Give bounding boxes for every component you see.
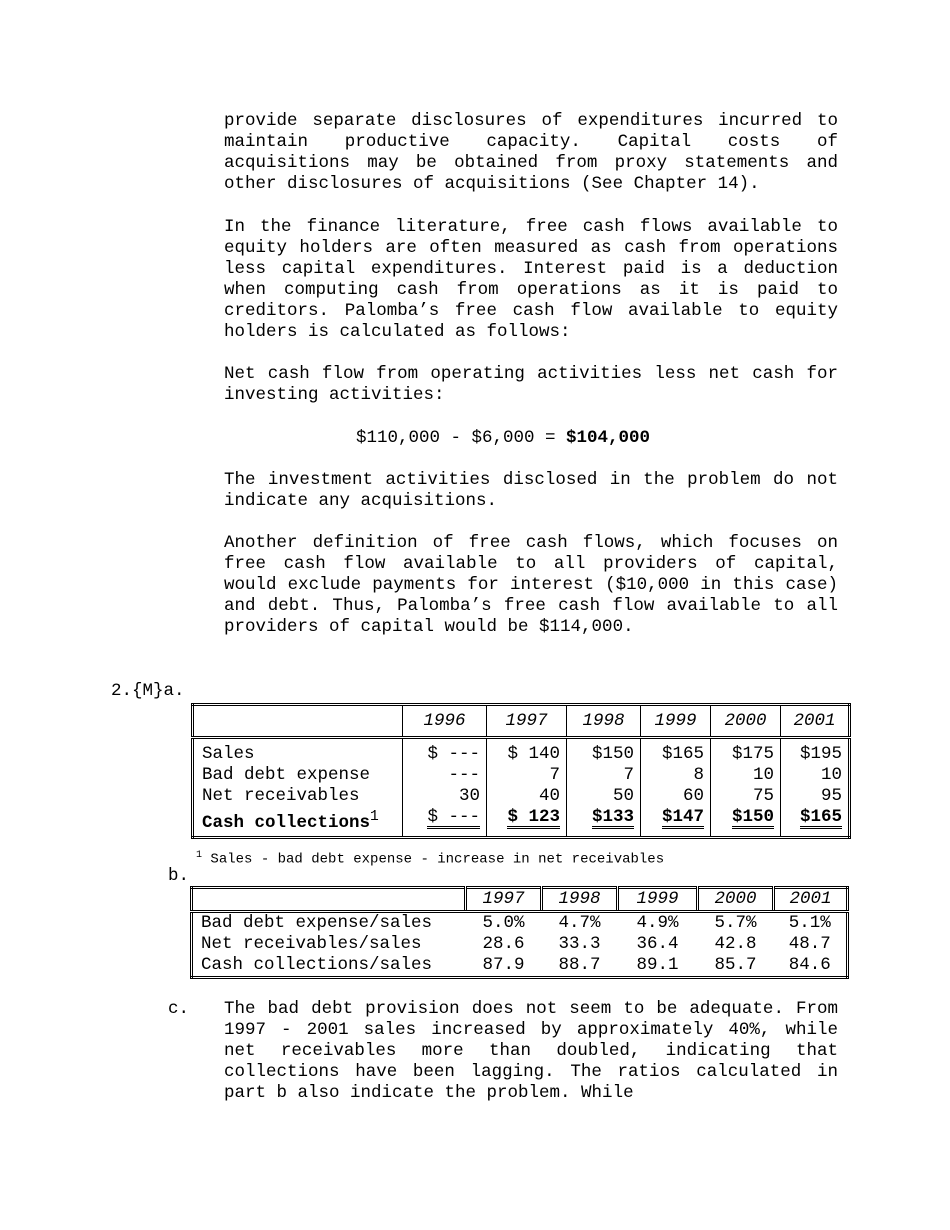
- row-label-bad-debt: Bad debt expense: [202, 765, 371, 785]
- part-b-label: b.: [168, 866, 190, 886]
- ratio-value: 5.1%: [788, 913, 831, 933]
- ratio-value: 28.6: [482, 934, 525, 954]
- table-row: [192, 912, 848, 935]
- ratio-value: 4.9%: [636, 913, 679, 933]
- year-header: 2001: [781, 705, 850, 738]
- ratios-table: [190, 886, 849, 979]
- ratio-value: 87.9: [482, 955, 525, 975]
- ratio-value: 48.7: [788, 934, 831, 954]
- ratio-value: 5.7%: [714, 913, 757, 933]
- ratio-value: 5.0%: [482, 913, 525, 933]
- column-1997: $ 140 7 40 $ 123: [487, 738, 567, 838]
- cash-collections-value: $165: [799, 807, 842, 827]
- row-label: Net receivables/sales: [201, 934, 422, 954]
- cash-collections-value: $147: [661, 807, 704, 827]
- table-header-row: [193, 705, 850, 738]
- table-body-row: [193, 738, 850, 838]
- part-c-label: c.: [168, 999, 190, 1019]
- cash-collections-value: $150: [731, 807, 774, 827]
- calculation-result: $104,000: [566, 428, 651, 448]
- column-1996: $ --- --- 30 $ ---: [403, 738, 487, 838]
- paragraph-investment: The investment activities disclosed in the problem do not indicate any acquisitions.: [224, 470, 838, 512]
- row-label-sales: Sales: [202, 744, 255, 764]
- table-row: [192, 955, 848, 978]
- paragraph-net-cash-flow: Net cash flow from operating activities less net cash for investing activities:: [224, 364, 838, 406]
- footnote-text: Sales - bad debt expense - increase in net receivables: [210, 851, 665, 868]
- row-label-net-receivables: Net receivables: [202, 786, 360, 806]
- row-labels: [193, 738, 403, 838]
- ratio-value: 89.1: [636, 955, 679, 975]
- paragraph-finance-literature: In the finance literature, free cash flows available to equity holders are often measured as cash from operations less capital expenditures. Interest paid is a deduction when computing cash from operations as it is paid to creditors. Palomba’s free cash flow available to equity holders is calculated as follows:: [224, 217, 838, 343]
- paragraph-another-definition: Another definition of free cash flows, which focuses on free cash flow available to all providers of capital, would exclude payments for interest ($10,000 in this case) and debt. Thus, Palomba’s free cash flow available to all providers of capital would be $114,000.: [224, 533, 838, 638]
- table-row: [192, 934, 848, 955]
- ratio-value: 36.4: [636, 934, 679, 954]
- calculation-expression: $110,000 - $6,000 =: [355, 428, 567, 448]
- ratio-value: 42.8: [714, 934, 757, 954]
- year-header: 2000: [698, 888, 774, 912]
- ratio-value: 85.7: [714, 955, 757, 975]
- table-header-row: [192, 888, 848, 912]
- part-a-label: 2.{M}a.: [111, 681, 185, 701]
- column-1999: $165 8 60 $147: [641, 738, 711, 838]
- footnote-number: 1: [196, 850, 203, 861]
- footnote-marker: 1: [370, 809, 379, 825]
- column-2001: $195 10 95 $165: [781, 738, 850, 838]
- cash-collections-value: $ 123: [507, 807, 560, 827]
- cash-collections-value: $133: [591, 807, 634, 827]
- column-2000: $175 10 75 $150: [711, 738, 781, 838]
- ratio-value: 84.6: [788, 955, 831, 975]
- year-header: 1999: [618, 888, 698, 912]
- calculation-line: [0, 428, 950, 449]
- year-header: 1998: [542, 888, 618, 912]
- ratio-value: 4.7%: [558, 913, 601, 933]
- ratio-value: 33.3: [558, 934, 601, 954]
- year-header: 1999: [641, 705, 711, 738]
- ratio-value: 88.7: [558, 955, 601, 975]
- cash-collections-table: [191, 703, 851, 839]
- year-header: 1997: [466, 888, 542, 912]
- paragraph-bad-debt-provision: The bad debt provision does not seem to be adequate. From 1997 - 2001 sales increased by approximately 40%, while net receivables more than doubled, indicating that collections have been lagging. The ratios calculated in part b also indicate the problem. While: [224, 999, 838, 1104]
- row-label-cash-collections: Cash collections$^1$: [202, 809, 379, 833]
- row-label: Cash collections/sales: [201, 955, 433, 975]
- row-label: Bad debt expense/sales: [201, 913, 433, 933]
- year-header: 1998: [567, 705, 641, 738]
- column-1998: $150 7 50 $133: [567, 738, 641, 838]
- year-header: 2001: [774, 888, 848, 912]
- paragraph-capacity: provide separate disclosures of expenditures incurred to maintain productive capacity. Capital costs of acquisitions may be obtained from proxy statements and other disclosures of acquisitions (See Chapter 14).: [224, 111, 838, 195]
- table-footnote: [196, 848, 664, 868]
- year-header: 2000: [711, 705, 781, 738]
- cash-collections-value: $ ---: [427, 807, 480, 827]
- year-header: 1996: [403, 705, 487, 738]
- year-header: 1997: [487, 705, 567, 738]
